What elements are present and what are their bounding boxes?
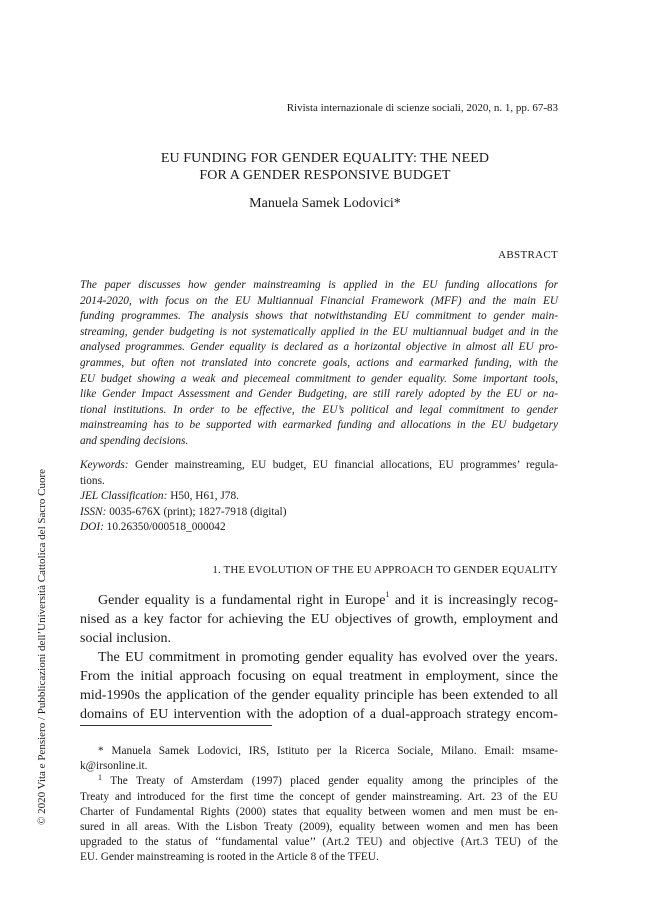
copyright-notice: © 2020 Vita e Pensiero / Pubblicazioni dell’Università Cattolica del Sacro Cuore [36, 468, 48, 825]
doi-row [80, 520, 558, 536]
keywords-row [80, 458, 558, 474]
abstract-line: funding programmes. The analysis shows that notwithstanding EU commitment to gender main- [80, 310, 558, 323]
footnote-fragment: The Treaty of Amsterdam (1997) placed gender equality among the principles of the [102, 775, 558, 788]
abstract-line: like Gender Impact Assessment and Gender Budgeting, are still rarely adopted by the EU or na- [80, 388, 558, 401]
footnote-ref-1[interactable]: 1 [385, 590, 390, 599]
jel-label: JEL Classification: [80, 490, 168, 503]
abstract-line: grammes, but often not translated into concrete goals, actions and earmarked funding, with the [80, 356, 558, 369]
body-line: social inclusion. [80, 631, 171, 646]
body-line: The EU commitment in promoting gender equality has evolved over the years. [98, 650, 558, 665]
abstract-line: tional institutions. In order to be effective, the EU’s political and legal commitment to gender [80, 403, 558, 416]
abstract-text [80, 278, 558, 450]
body-line: domains of EU intervention with the adoption of a dual-approach strategy encom- [80, 707, 558, 722]
body-line: mid-1990s the application of the gender equality principle has been extended to all [80, 688, 558, 703]
jel-row [80, 489, 558, 505]
issn-value: 0035-676X (print); 1827-7918 (digital) [109, 505, 287, 518]
body-line: nised as a key factor for achieving the EU objectives of growth, employment and [80, 612, 558, 627]
footnote-line [80, 774, 558, 789]
abstract-line: The paper discusses how gender mainstreaming is applied in the EU funding allocations for [80, 279, 558, 291]
journal-citation: Rivista internazionale di scienze sociali, 2020, n. 1, pp. 67-83 [286, 102, 558, 114]
footnote-line: upgraded to the status of ‘‘fundamental value’’ (Art.2 TEU) and objective (Art.3 TEU) of the [80, 836, 558, 849]
keywords-label: Keywords: [80, 459, 129, 471]
abstract-heading: ABSTRACT [498, 249, 558, 261]
article-metadata [80, 458, 558, 536]
article-title [0, 150, 650, 184]
keywords-continuation: tions. [80, 474, 105, 487]
issn-label: ISSN: [80, 505, 107, 518]
footnote-line: Charter of Fundamental Rights (2000) states that equality between women and men must be en- [80, 805, 558, 818]
footnotes [80, 744, 558, 866]
footnote-mark-1: 1 [98, 773, 102, 783]
abstract-line: and spending decisions. [80, 434, 189, 447]
body-text [80, 591, 558, 724]
footnote-separator [80, 725, 272, 726]
footnote-line: * Manuela Samek Lodovici, IRS, Istituto per la Ricerca Sociale, Milano. Email: msame- [98, 745, 558, 757]
author-name: Manuela Samek Lodovici* [249, 196, 401, 211]
abstract-line: streaming, gender budgeting is not systematically applied in the EU multiannual budget and in the [80, 325, 558, 338]
body-line: From the initial approach focusing on equal treatment in employment, since the [80, 669, 558, 684]
footnote-line: k@irsonline.it. [80, 760, 148, 773]
section-heading: 1. THE EVOLUTION OF THE EU APPROACH TO GENDER EQUALITY [212, 564, 558, 576]
jel-value: H50, H61, J78. [170, 490, 239, 503]
abstract-line: analysed programmes. Gender equality is declared as a horizontal objective in almost all EU pro- [80, 341, 558, 354]
doi-value: 10.26350/000518_000042 [106, 521, 226, 534]
title-line-1: EU FUNDING FOR GENDER EQUALITY: THE NEED [160, 151, 490, 166]
footnote-line: Treaty and introduced for the first time the concept of gender mainstreaming. Art. 23 of the EU [80, 790, 558, 803]
footnote-line: EU. Gender mainstreaming is rooted in the Article 8 of the TFEU. [80, 851, 379, 864]
keywords-value: Gender mainstreaming, EU budget, EU financial allocations, EU programmes’ regula- [135, 459, 559, 471]
abstract-line: mainstreaming has to be supported with earmarked funding and allocations in the EU budgetary [80, 419, 558, 432]
abstract-line: 2014-2020, with focus on the EU Multiannual Financial Framework (MFF) and the main EU [80, 294, 558, 307]
doi-label: DOI: [80, 521, 104, 534]
title-line-2: FOR A GENDER RESPONSIVE BUDGET [199, 168, 451, 183]
body-fragment: and it is increasingly recog- [389, 593, 558, 608]
body-fragment: Gender equality is a fundamental right in Europe [98, 593, 386, 608]
issn-row [80, 505, 558, 521]
footnote-line: sured in all areas. With the Lisbon Treaty (2009), equality between women and men has been [80, 821, 558, 834]
abstract-line: EU budget showing a weak and piecemeal commitment to gender equality. Some important tools, [80, 372, 558, 385]
body-line [80, 591, 558, 610]
